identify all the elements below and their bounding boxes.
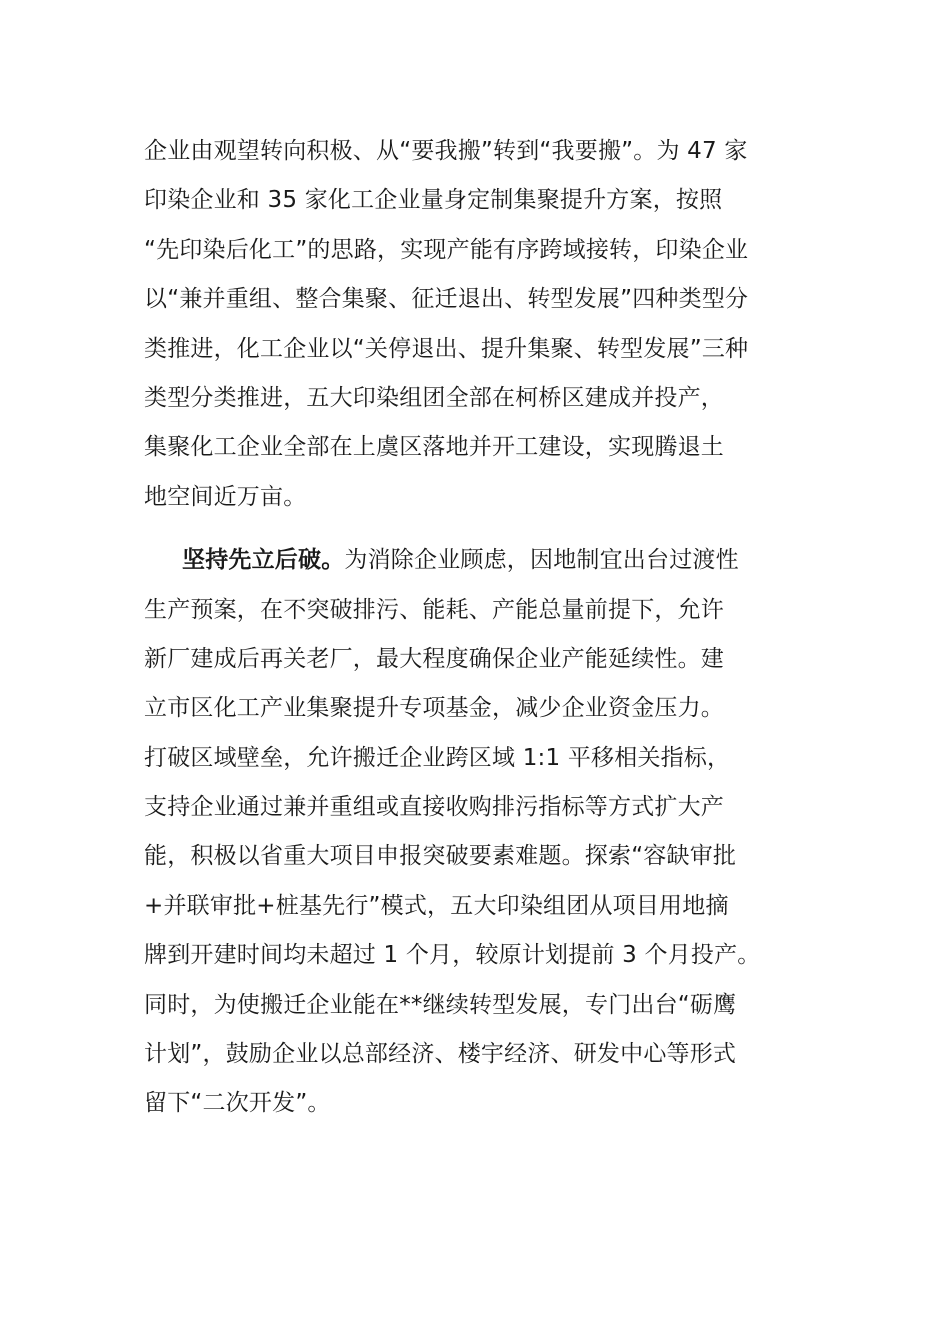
paragraph-2	[144, 536, 824, 1129]
text-line: 类型分类推进，五大印染组团全部在柯桥区建成并投产，	[144, 384, 724, 411]
text-line: 类推进，化工企业以“关停退出、提升集聚、转型发展”三种	[144, 335, 749, 362]
text-line: 以“兼并重组、整合集聚、征迁退出、转型发展”四种类型分	[144, 286, 749, 313]
body-text	[144, 127, 824, 1129]
text-line: 新厂建成后再关老厂，最大程度确保企业产能延续性。建	[144, 645, 724, 672]
text-line: 支持企业通过兼并重组或直接收购排污指标等方式扩大产	[144, 794, 724, 821]
text-line: 计划”，鼓励企业以总部经济、楼宇经济、研发中心等形式	[144, 1041, 737, 1068]
paragraph-2-first-line	[144, 536, 824, 585]
paragraph-1	[144, 127, 824, 522]
paragraph-lead-heading: 坚持先立后破。	[182, 547, 345, 574]
paragraph-spacer	[144, 522, 824, 536]
text-line: +并联审批+桩基先行”模式，五大印染组团从项目用地摘	[144, 892, 729, 919]
text-line: 同时，为使搬迁企业能在**继续转型发展，专门出台“砺鹰	[144, 991, 737, 1018]
text-line: 印染企业和 35 家化工企业量身定制集聚提升方案，按照	[144, 187, 723, 214]
text-line: 地空间近万亩。	[144, 483, 307, 510]
text-line: 打破区域壁垒，允许搬迁企业跨区域 1:1 平移相关指标，	[144, 744, 731, 771]
text-line: 能，积极以省重大项目申报突破要素难题。探索“容缺审批	[144, 843, 737, 870]
text-line: 牌到开建时间均未超过 1 个月，较原计划提前 3 个月投产。	[144, 942, 761, 969]
text-line: 立市区化工产业集聚提升专项基金，减少企业资金压力。	[144, 695, 724, 722]
text-line: “先印染后化工”的思路，实现产能有序跨域接转，印染企业	[144, 236, 749, 263]
text-line: 集聚化工企业全部在上虞区落地并开工建设，实现腾退土	[144, 434, 724, 461]
text-line: 留下“二次开发”。	[144, 1090, 331, 1117]
text-segment: 为消除企业顾虑，因地制宜出台过渡性	[344, 547, 739, 574]
text-line: 企业由观望转向积极、从“要我搬”转到“我要搬”。为 47 家	[144, 138, 748, 164]
text-line: 生产预案，在不突破排污、能耗、产能总量前提下，允许	[144, 596, 724, 623]
